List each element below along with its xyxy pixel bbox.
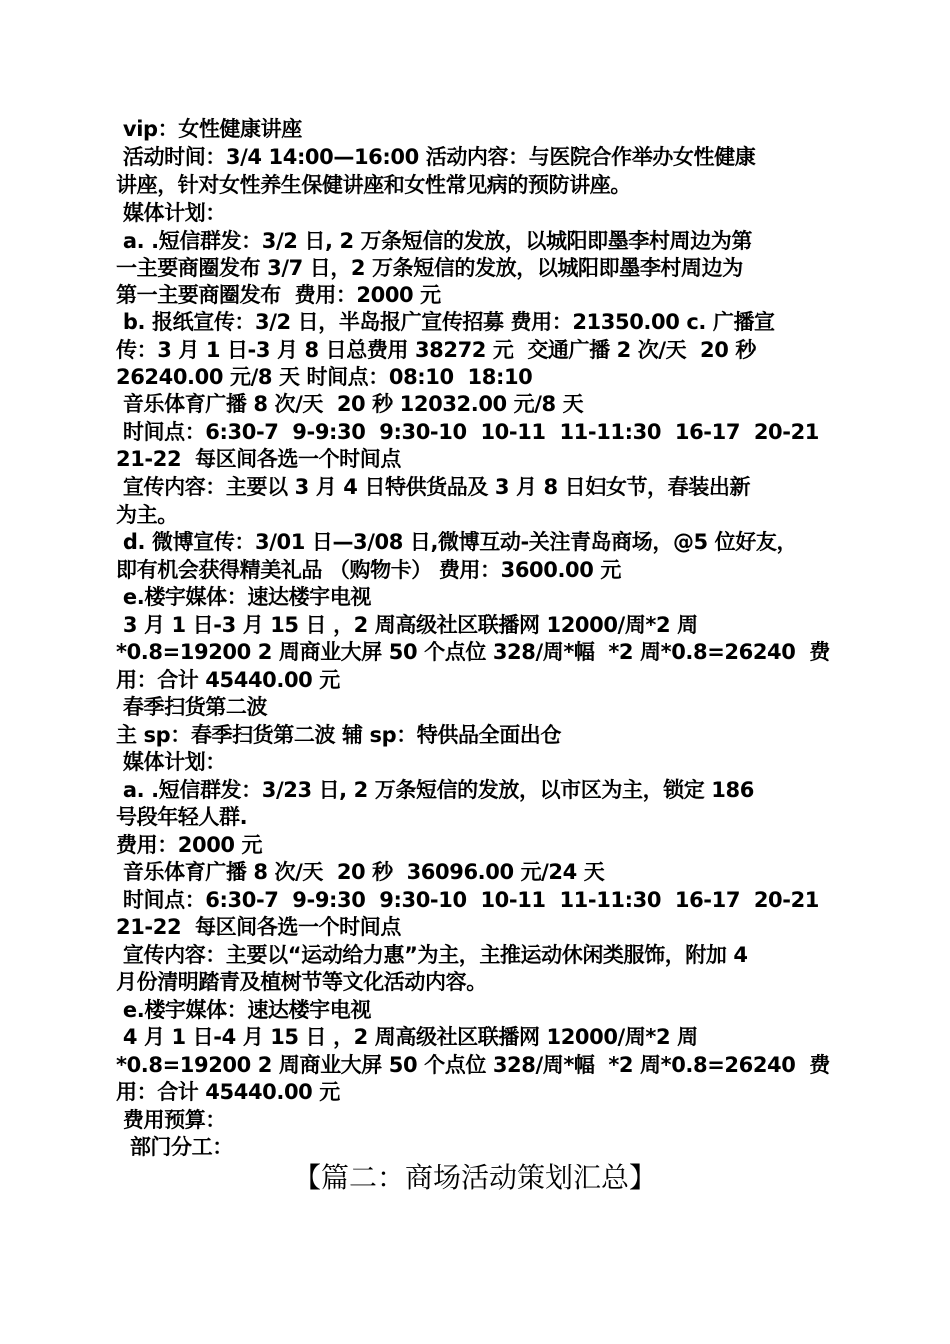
- text-line: 用：合计 45440.00 元: [116, 668, 340, 692]
- text-line: 费用：2000 元: [116, 833, 263, 857]
- text-line: b. 报纸宣传：3/2 日，半岛报广宣传招募 费用：21350.00 c. 广播宣: [116, 310, 775, 334]
- text-line: 讲座，针对女性养生保健讲座和女性常见病的预防讲座。: [116, 173, 631, 197]
- text-line: 号段年轻人群.: [116, 805, 248, 829]
- text-line: 为主。: [116, 503, 178, 527]
- text-line: 第一主要商圈发布 费用：2000 元: [116, 283, 441, 307]
- text-line: 活动时间：3/4 14:00—16:00 活动内容：与医院合作举办女性健康: [116, 145, 756, 169]
- text-line: 音乐体育广播 8 次/天 20 秒 12032.00 元/8 天: [116, 392, 584, 416]
- text-line: 宣传内容：主要以 3 月 4 日特供货品及 3 月 8 日妇女节，春装出新: [116, 475, 751, 499]
- text-line: e.楼宇媒体：速达楼宇电视: [116, 998, 371, 1022]
- text-line: 音乐体育广播 8 次/天 20 秒 36096.00 元/24 天: [116, 860, 605, 884]
- text-line: 春季扫货第二波: [116, 695, 268, 719]
- text-line: 费用预算：: [116, 1108, 226, 1132]
- text-line: 部门分工：: [116, 1135, 233, 1159]
- text-line: 即有机会获得精美礼品 （购物卡） 费用：3600.00 元: [116, 558, 621, 582]
- text-line: *0.8=19200 2 周商业大屏 50 个点位 328/周*幅 *2 周*0.8=26240 费: [116, 640, 830, 664]
- text-line: 26240.00 元/8 天 时间点：08:10 18:10: [116, 365, 533, 389]
- text-line: 用：合计 45440.00 元: [116, 1080, 340, 1104]
- text-line: 月份清明踏青及植树节等文化活动内容。: [116, 970, 487, 994]
- text-line: a. .短信群发：3/23 日, 2 万条短信的发放，以市区为主，锁定 186: [116, 778, 754, 802]
- text-line: e.楼宇媒体：速达楼宇电视: [116, 585, 371, 609]
- text-line: 4 月 1 日-4 月 15 日 ，2 周高级社区联播网 12000/周*2 周: [116, 1025, 698, 1049]
- text-line: a. .短信群发：3/2 日, 2 万条短信的发放，以城阳即墨李村周边为第: [116, 229, 752, 253]
- text-line: 媒体计划：: [116, 201, 226, 225]
- text-line: 一主要商圈发布 3/7 日，2 万条短信的发放，以城阳即墨李村周边为: [116, 256, 743, 280]
- text-line: vip：女性健康讲座: [116, 117, 302, 141]
- text-line: 宣传内容：主要以“运动给力惠”为主，主推运动休闲类服饰，附加 4: [116, 943, 748, 967]
- text-line: 传：3 月 1 日-3 月 8 日总费用 38272 元 交通广播 2 次/天 20 秒: [116, 338, 756, 362]
- text-line: 21-22 每区间各选一个时间点: [116, 447, 401, 471]
- text-line: 主 sp：春季扫货第二波 辅 sp：特供品全面出仓: [116, 723, 561, 747]
- section-heading: 【篇二：商场活动策划汇总】: [292, 1161, 657, 1194]
- text-line: 时间点：6:30-7 9-9:30 9:30-10 10-11 11-11:30 16-17 20-21: [116, 420, 820, 444]
- text-line: 时间点：6:30-7 9-9:30 9:30-10 10-11 11-11:30 16-17 20-21: [116, 888, 820, 912]
- text-line: *0.8=19200 2 周商业大屏 50 个点位 328/周*幅 *2 周*0.8=26240 费: [116, 1053, 830, 1077]
- text-line: 3 月 1 日-3 月 15 日 ，2 周高级社区联播网 12000/周*2 周: [116, 613, 698, 637]
- text-line: d. 微博宣传：3/01 日—3/08 日,微博互动-关注青岛商场，@5 位好友，: [116, 530, 798, 554]
- text-line: 媒体计划：: [116, 750, 226, 774]
- text-line: 21-22 每区间各选一个时间点: [116, 915, 401, 939]
